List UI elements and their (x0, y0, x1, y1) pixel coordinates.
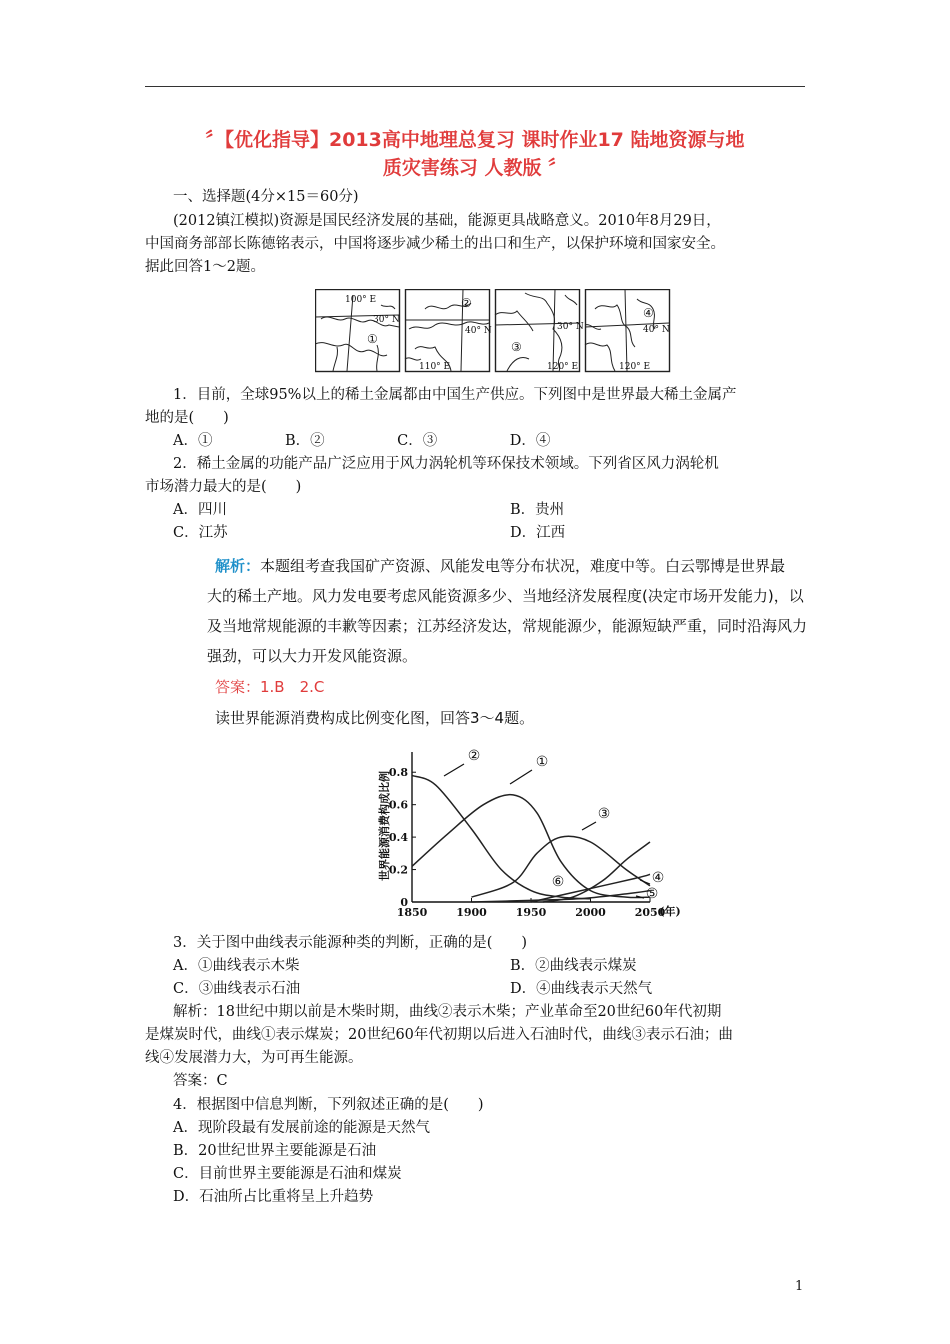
map1-number: ① (367, 332, 378, 346)
map2-number: ② (461, 296, 472, 310)
analysis-line-2: 大的稀土产地。风力发电要考虑风能资源多少、当地经济发展程度(决定市场开发能力)，以 (207, 587, 804, 605)
header-rule (145, 86, 805, 87)
x-tick-label: 2000 (575, 906, 606, 919)
q3-option-b: B．②曲线表示煤炭 (510, 958, 637, 974)
q2-option-a: A．四川 (173, 502, 227, 518)
map3-lat-label: 30° N (557, 322, 584, 332)
q3-stem: 3．关于图中曲线表示能源种类的判断，正确的是( ) (173, 935, 528, 951)
series-arrow-2 (444, 764, 464, 776)
q4-option-c: C．目前世界主要能源是石油和煤炭 (173, 1166, 402, 1182)
x-tick-label: 1900 (456, 906, 487, 919)
intro-line-1: (2012镇江模拟)资源是国民经济发展的基础，能源更具战略意义。2010年8月29日， (173, 213, 721, 229)
map3-lon-label: 120° E (547, 362, 579, 372)
title-line-1: 〞【优化指导】2013高中地理总复习 课时作业17 陆地资源与地 (205, 129, 745, 151)
map4-lat-label: 40° N (643, 325, 670, 335)
region-maps (315, 289, 671, 373)
title-line-2: 质灾害练习 人教版 〞 (382, 157, 568, 179)
chart-y-axis-label: 世界能源消费构成比例 (378, 771, 391, 881)
series-label-5: ⑤ (645, 886, 659, 902)
document-title (145, 126, 805, 182)
q2-option-b: B．贵州 (510, 502, 565, 518)
q4-option-d: D．石油所占比重将呈上升趋势 (173, 1189, 374, 1205)
q1-stem-line-1: 1．目前，全球95%以上的稀土金属都由中国生产供应。下列图中是世界最大稀土金属产 (173, 387, 737, 403)
analysis-line-1: 本题组考查我国矿产资源、风能发电等分布状况，难度中等。白云鄂博是世界最 (260, 557, 786, 575)
chart-read-prompt: 读世界能源消费构成比例变化图，回答3～4题。 (215, 709, 535, 727)
chart-x-axis-label: (年) (659, 905, 681, 918)
y-tick-label: 0 (400, 896, 408, 909)
map-1 (315, 290, 400, 372)
q1-stem-line-2: 地的是( ) (145, 410, 229, 426)
q3-option-a: A．①曲线表示木柴 (173, 958, 300, 974)
x-tick-label: 1950 (515, 906, 547, 919)
x-tick-label: 1850 (396, 906, 428, 919)
series-label-1: ① (535, 754, 549, 770)
answer-q1-q2: 答案：1.B 2.C (215, 678, 325, 696)
map-2 (405, 289, 492, 372)
page-number: 1 (795, 1279, 804, 1294)
map2-lon-label: 110° E (419, 362, 451, 372)
analysis-line-3: 及当地常规能源的丰歉等因素；江苏经济发达，常规能源少，能源短缺严重，同时沿海风力 (207, 617, 808, 635)
series-label-2: ② (467, 748, 481, 764)
q2-stem-line-2: 市场潜力最大的是( ) (145, 479, 302, 495)
q3-analysis-line-1: 解析：18世纪中期以前是木柴时期，曲线②表示木柴；产业革命至20世纪60年代初期 (173, 1004, 722, 1020)
series-line-1 (412, 795, 650, 898)
energy-consumption-chart (374, 748, 690, 924)
y-tick-label: 0.2 (388, 863, 408, 877)
series-label-3: ③ (597, 806, 611, 822)
analysis-block (207, 551, 855, 671)
q3-analysis-line-2: 是煤炭时代，曲线①表示煤炭；20世纪60年代初期以后进入石油时代，曲线③表示石油；曲 (145, 1027, 733, 1043)
analysis-label: 解析： (215, 557, 261, 575)
map1-lon-label: 100° E (345, 295, 377, 305)
q4-option-b: B．20世纪世界主要能源是石油 (173, 1143, 377, 1159)
q3-option-d: D．④曲线表示天然气 (510, 981, 653, 997)
q4-option-a: A．现阶段最有发展前途的能源是天然气 (173, 1120, 430, 1136)
y-tick-label: 0.4 (388, 831, 408, 845)
map4-lon-label: 120° E (619, 362, 651, 372)
intro-line-2: 中国商务部部长陈德铭表示，中国将逐步减少稀土的出口和生产，以保护环境和国家安全。 (145, 236, 725, 252)
map1-lat-label: 30° N (373, 315, 400, 325)
q3-answer: 答案：C (173, 1073, 228, 1089)
map2-lat-label: 40° N (465, 326, 492, 336)
q1-options: A．① B．② C．③ D．④ (173, 433, 551, 449)
y-tick-label: 0.8 (388, 766, 408, 780)
series-label-4: ④ (651, 870, 665, 886)
map3-number: ③ (511, 340, 522, 354)
map-4 (585, 289, 670, 372)
q2-option-d: D．江西 (510, 525, 566, 541)
series-arrow-3 (582, 822, 596, 830)
q4-stem: 4．根据图中信息判断，下列叙述正确的是( ) (173, 1097, 484, 1113)
series-label-6: ⑥ (551, 874, 565, 890)
analysis-line-4: 强劲，可以大力开发风能资源。 (207, 647, 418, 665)
map4-number: ④ (643, 306, 654, 320)
q3-analysis-line-3: 线④发展潜力大，为可再生能源。 (145, 1050, 363, 1066)
series-arrow-1 (510, 770, 532, 784)
x-tick-label: 2050 (634, 906, 666, 919)
y-tick-label: 0.6 (388, 798, 408, 812)
intro-line-3: 据此回答1～2题。 (145, 259, 265, 275)
q2-stem-line-1: 2．稀土金属的功能产品广泛应用于风力涡轮机等环保技术领域。下列省区风力涡轮机 (173, 456, 719, 472)
q3-option-c: C．③曲线表示石油 (173, 981, 301, 997)
section-heading: 一、选择题(4分×15＝60分) (173, 189, 359, 205)
map-3 (495, 289, 584, 372)
q2-option-c: C．江苏 (173, 525, 228, 541)
